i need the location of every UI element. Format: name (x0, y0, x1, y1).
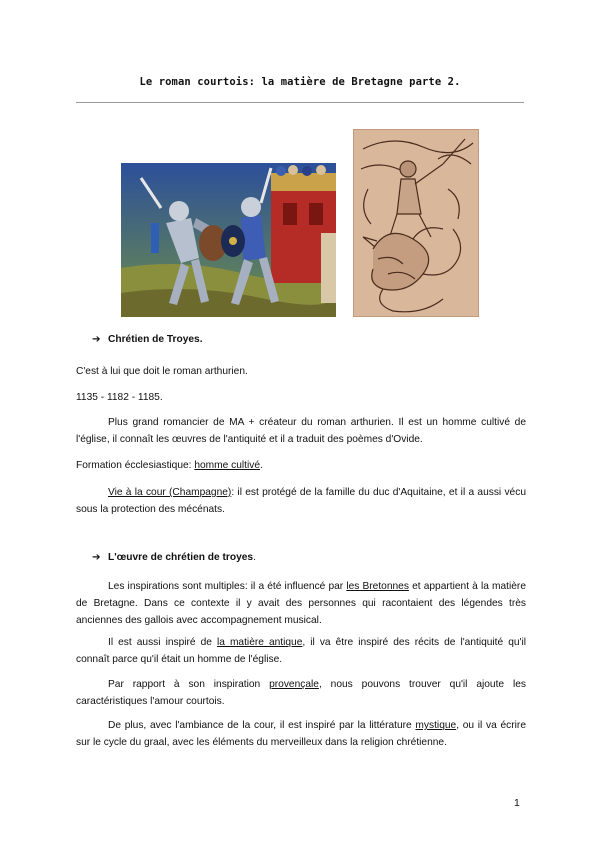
paragraph: Par rapport à son inspiration provençale, nous pouvons trouver qu'il ajoute les caractéristiques l'amour courtois. (76, 679, 527, 707)
paragraph: De plus, avec l'ambiance de la cour, il est inspiré par la littérature mystique, ou il va écrire sur le cycle du graal, avec les éléments du merveilleux dans la religion chrétienne. (76, 720, 526, 748)
paragraph: C'est à lui que doit le roman arthurien. (76, 366, 248, 377)
underlined-text: les Bretonnes (346, 581, 409, 592)
underlined-text: mystique (415, 720, 457, 731)
section-heading-chretien (92, 333, 203, 347)
underlined-text: provençale (269, 679, 319, 690)
underlined-text: homme cultivé (194, 460, 261, 471)
heading-text: L'œuvre de chrétien de troyes (108, 552, 254, 563)
document-title: Le roman courtois: la matière de Bretagne parte 2. (139, 76, 461, 88)
paragraph: Les inspirations sont multiples: il a été influencé par les Bretonnes et appartient à la matière de Bretagne. Dans ce contexte il y avait des personnes qui racontaient des légendes très anciennes des gallois avec accompagnement musical. (76, 581, 526, 626)
knight-fighting-dragon-engraving-icon (353, 129, 479, 317)
underlined-text: Vie à la cour (Champagne) (108, 487, 232, 498)
underlined-text: la matière antique (216, 637, 303, 648)
medieval-battle-miniature-icon (121, 163, 336, 317)
arrow-right-icon: ➔ (92, 334, 101, 345)
title-divider (76, 102, 524, 103)
paragraph: Vie à la cour (Champagne): il est protégé de la famille du duc d'Aquitaine, et il a aussi vécu sous la protection des mécénats. (76, 487, 526, 515)
arrow-right-icon: ➔ (92, 552, 101, 563)
paragraph: Il est aussi inspiré de la matière antique, il va être inspiré des récits de l'antiquité qu'il connaît parce qu'il était un homme de l'église. (76, 637, 527, 665)
paragraph-dates: 1135 - 1182 - 1185. (76, 392, 163, 403)
paragraph: Formation écclesiastique: homme cultivé. (76, 460, 263, 471)
heading-text: Chrétien de Troyes. (108, 334, 203, 345)
paragraph: Plus grand romancier de MA + créateur du roman arthurien. Il est un homme cultivé de l'église, il connaît les œuvres de l'antiquité et il a traduit des poèmes d'Ovide. (76, 417, 526, 445)
section-heading-oeuvre: ➔ L'œuvre de chrétien de troyes. (92, 552, 256, 563)
page-number: 1 (514, 797, 520, 809)
